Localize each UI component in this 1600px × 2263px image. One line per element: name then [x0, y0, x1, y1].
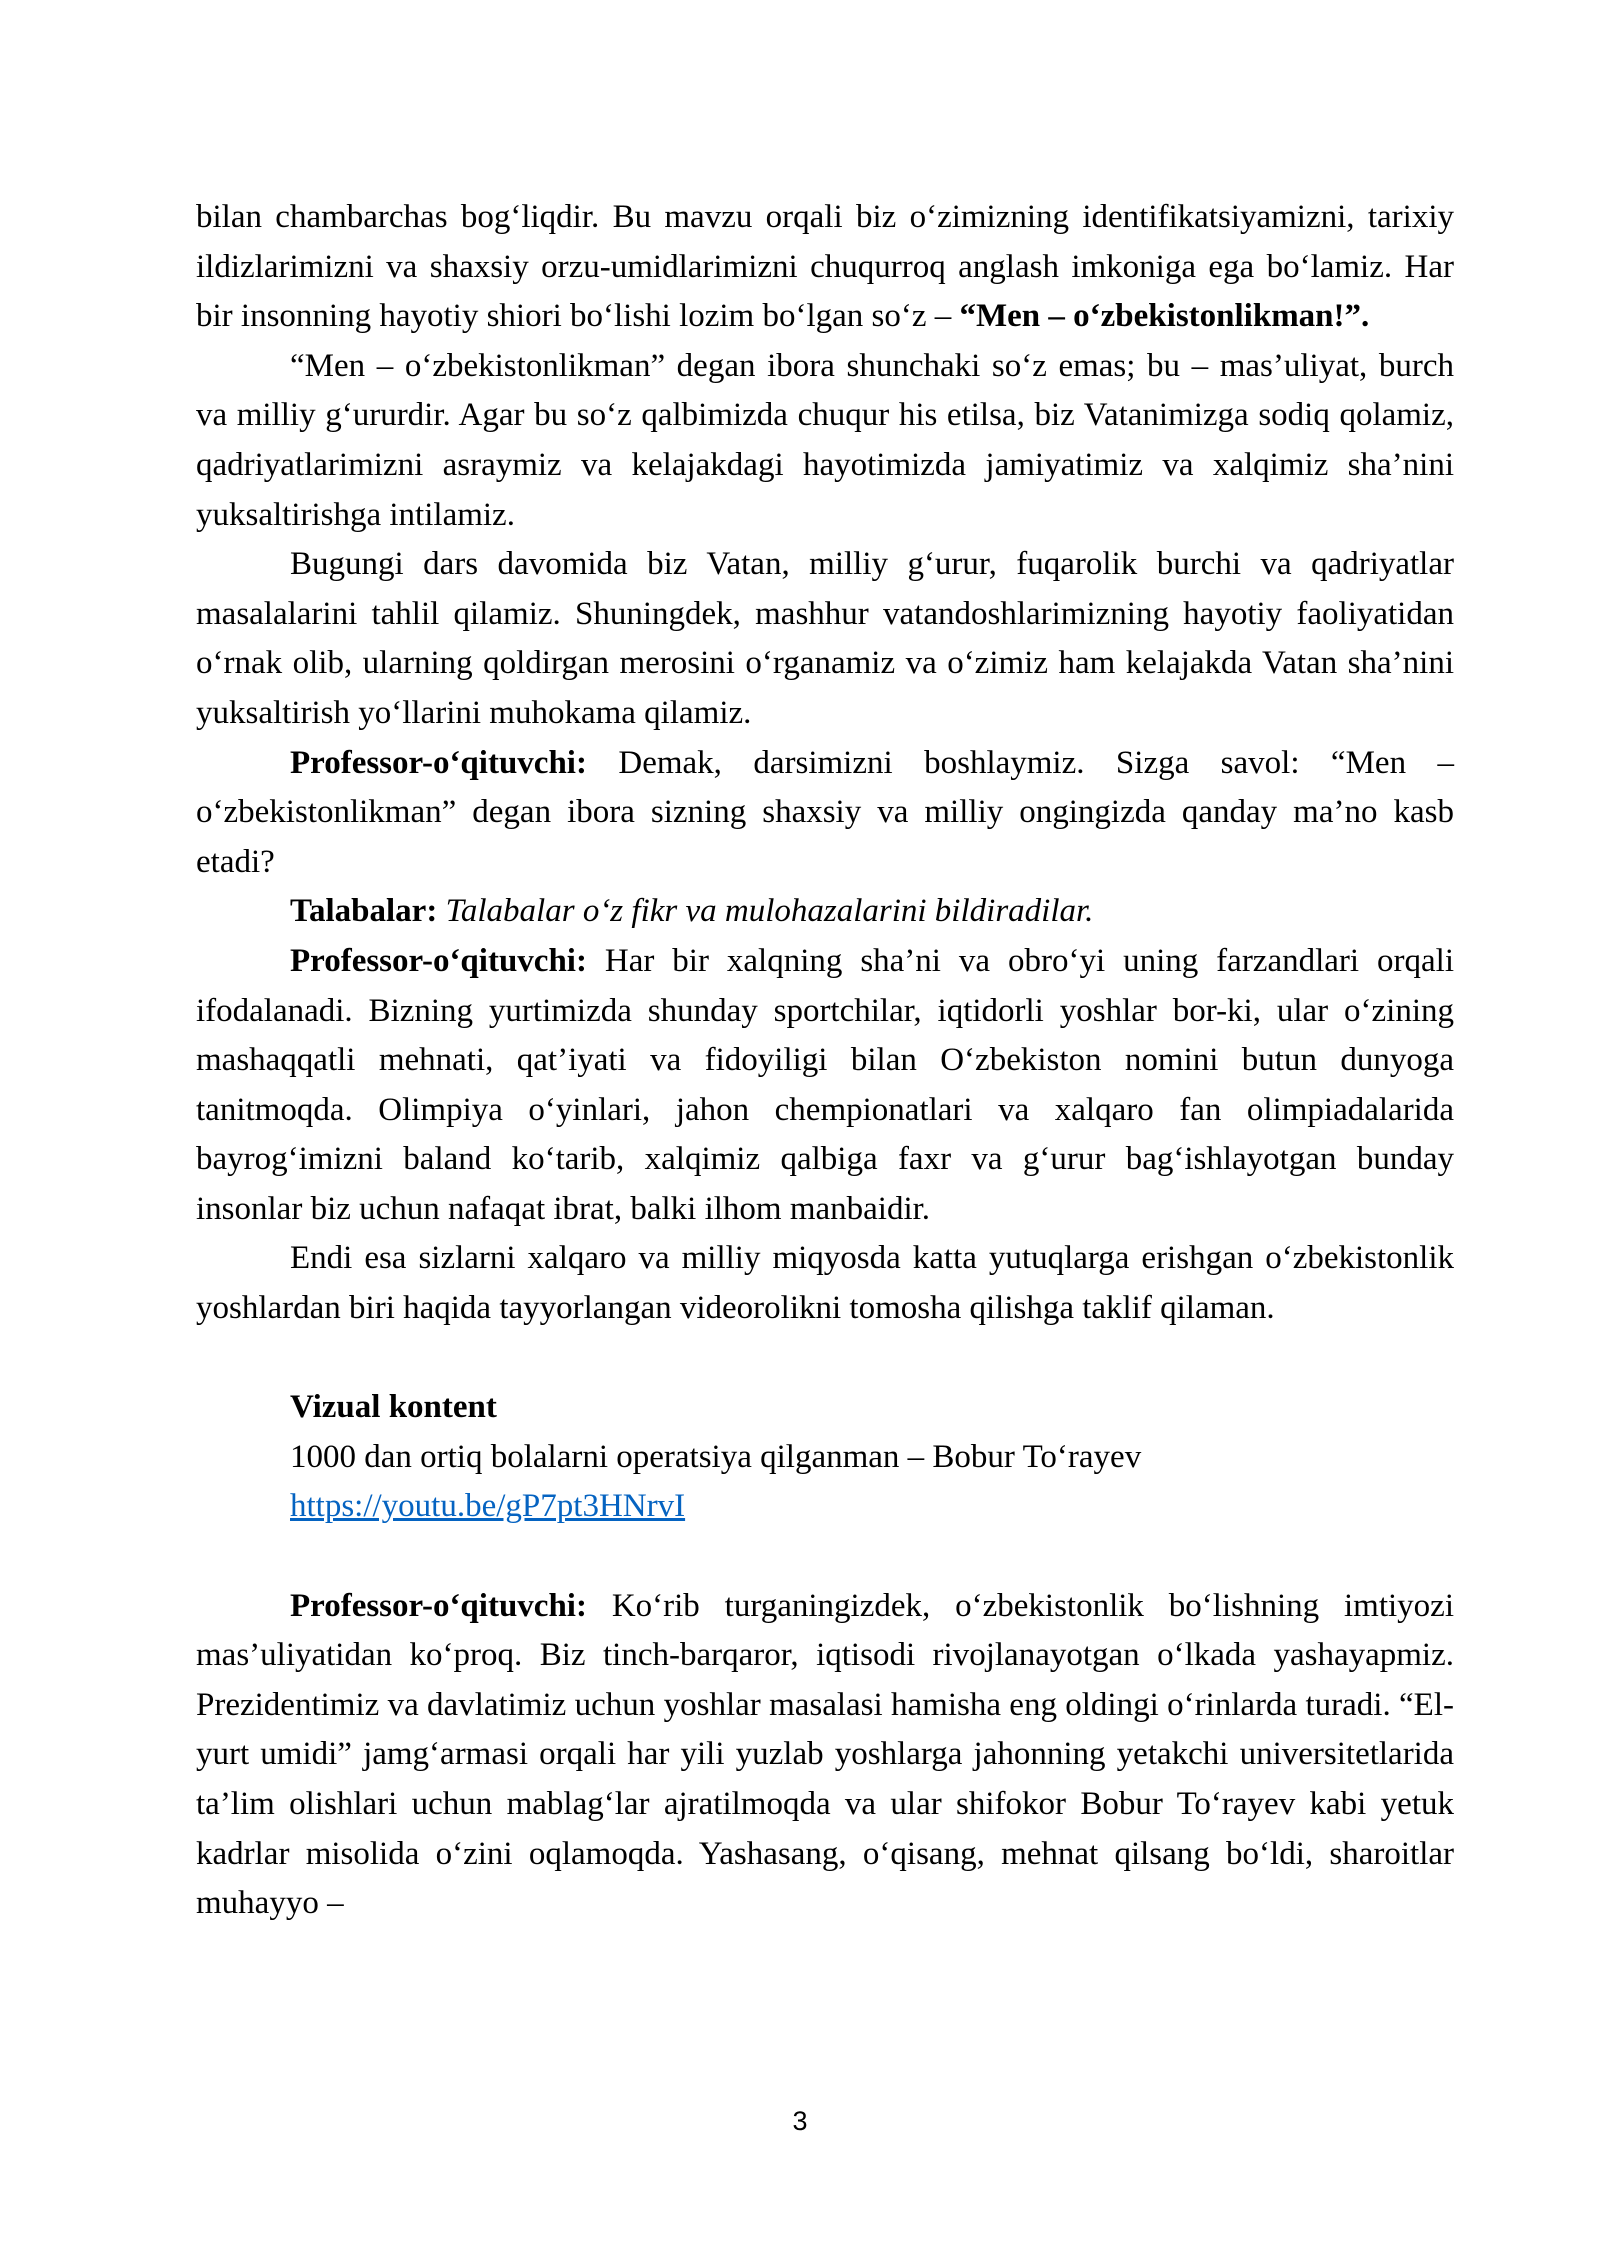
paragraph-4	[196, 739, 1454, 888]
visual-content-heading	[196, 1383, 1454, 1433]
spacer	[196, 1532, 1454, 1582]
paragraph-5	[196, 887, 1454, 937]
paragraph-2: “Men – o‘zbekistonlikman” degan ibora shunchaki so‘z emas; bu – mas’uliyat, burch va milliy g‘ururdir. Agar bu so‘z qalbimizda chuqur his etilsa, biz Vatanimizga sodiq qolamiz, qadriyatlarimizni asraymiz va kelajakdagi hayotimizda jamiyatimiz va xalqimiz sha’nini yuksaltirishga intilamiz.	[196, 347, 1454, 533]
paragraph-1-text: bilan chambarchas bog‘liqdir. Bu mavzu orqali biz o‘zimizning identifikatsiyamizni, tarixiy ildizlarimizni va shaxsiy orzu-umidlarimizni chuqurroq anglash imkoniga ega bo‘lamiz. Har bir insonning hayotiy shiori bo‘lishi lozim bo‘lgan so‘z –	[196, 199, 1454, 335]
paragraph-1	[196, 193, 1454, 342]
page-body	[196, 193, 1454, 1929]
video-title: 1000 dan ortiq bolalarni operatsiya qilganman – Bobur To‘rayev	[290, 1438, 1142, 1475]
paragraph-5-text: Talabalar o‘z fikr va mulohazalarini bildiradilar.	[437, 893, 1094, 930]
paragraph-6	[196, 937, 1454, 1235]
speaker-label: Professor-o‘qituvchi:	[290, 744, 587, 781]
paragraph-3: Bugungi dars davomida biz Vatan, milliy g‘urur, fuqarolik burchi va qadriyatlar masalalarini tahlil qilamiz. Shuningdek, mashhur vatandoshlarimizning hayotiy faoliyatidan o‘rnak olib, ularning qoldirgan merosini o‘rganamiz va o‘zimiz ham kelajakda Vatan sha’nini yuksaltirish yo‘llarini muhokama qilamiz.	[196, 546, 1454, 731]
paragraph-7: Endi esa sizlarni xalqaro va milliy miqyosda katta yutuqlarga erishgan o‘zbekistonlik yoshlardan biri haqida tayyorlangan videorolikni tomosha qilishga taklif qilaman.	[196, 1240, 1454, 1327]
visual-content-heading-text: Vizual kontent	[290, 1389, 497, 1426]
paragraph-6-text: Har bir xalqning sha’ni va obro‘yi uning farzandlari orqali ifodalanadi. Bizning yurtimizda shunday sportchilar, iqtidorli yoshlar bor-ki, ular o‘zining mashaqqatli mehnati, qat’iyati va fidoyiligi bilan O‘zbekiston nomini butun dunyoga tanitmoqda. Olimpiya o‘yinlari, jahon chempionatlari va xalqaro fan olimpiadalarida bayrog‘imizni baland ko‘tarib, xalqimiz qalbiga faxr va g‘urur bag‘ishlayotgan bunday insonlar biz uchun nafaqat ibrat, balki ilhom manbaidir.	[196, 942, 1454, 1227]
paragraph-4-text: Demak, darsimizni boshlaymiz. Sizga savol: “Men – o‘zbekistonlikman” degan ibora sizning shaxsiy va milliy ongingizda qanday ma’no kasb etadi?	[196, 744, 1454, 880]
slogan-bold: “Men – o‘zbekistonlikman!”.	[959, 298, 1370, 335]
speaker-label: Talabalar:	[290, 893, 438, 930]
page-number: 3	[792, 2106, 808, 2136]
speaker-label: Professor-o‘qituvchi:	[290, 942, 587, 979]
video-link-line	[196, 1482, 1454, 1532]
spacer	[196, 1334, 1454, 1384]
paragraph-8-text: Ko‘rib turganingizdek, o‘zbekistonlik bo‘lishning imtiyozi mas’uliyatidan ko‘proq. Biz tinch-barqaror, iqtisodi rivojlanayotgan o‘lkada yashayapmiz. Prezidentimiz va davlatimiz uchun yoshlar masalasi hamisha eng oldingi o‘rinlarda turadi. “El-yurt umidi” jamg‘armasi orqali har yili yuzlab yoshlarga jahonning yetakchi universitetlarida ta’lim olishlari uchun mablag‘lar ajratilmoqda va ular shifokor Bobur To‘rayev kabi yetuk kadrlar misolida o‘zini oqlamoqda. Yashasang, o‘qisang, mehnat qilsang bo‘ldi, sharoitlar muhayyo –	[196, 1587, 1454, 1922]
paragraph-8	[196, 1582, 1454, 1929]
speaker-label: Professor-o‘qituvchi:	[290, 1587, 587, 1624]
video-link[interactable]: https://youtu.be/gP7pt3HNrvI	[290, 1488, 686, 1525]
